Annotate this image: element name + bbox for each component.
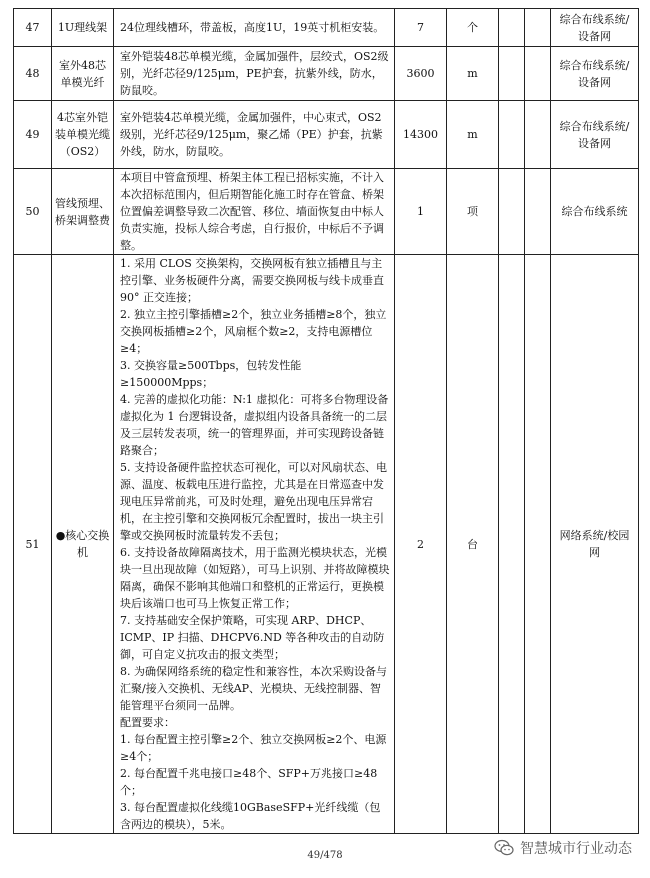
- item-category: 综合布线系统/设备网: [551, 47, 639, 101]
- item-category: 综合布线系统/设备网: [551, 101, 639, 169]
- row-number: 47: [14, 9, 52, 47]
- item-quantity: 2: [395, 255, 447, 834]
- item-unit: 个: [447, 9, 499, 47]
- item-unit: 项: [447, 169, 499, 255]
- item-description: [114, 169, 395, 255]
- item-category: 综合布线系统/设备网: [551, 9, 639, 47]
- item-name: 管线预埋、桥架调整费: [52, 169, 114, 255]
- watermark-text: 智慧城市行业动态: [520, 841, 632, 857]
- desc-paragraph: 6. 支持设备故障隔离技术，用于监测光模块状态，光模块一旦出现故障（如短路），可马上识别、并将故障模块隔离，确保不影响其他端口和整机的正常运行，更换模块后该端口也可马上恢复正常工作；: [120, 546, 390, 610]
- item-name: ●核心交换机: [52, 255, 114, 834]
- item-unit: m: [447, 101, 499, 169]
- equipment-spec-table: [13, 8, 639, 834]
- row-number: 51: [14, 255, 52, 834]
- desc-paragraph: 室外铠装48芯单模光缆，金属加强件，层绞式，OS2级别，光纤芯径9/125μm，PE护套，抗紫外线，防水，防鼠咬。: [120, 50, 389, 97]
- desc-paragraph: 7. 支持基础安全保护策略，可实现 ARP、DHCP、ICMP、IP 扫描、DHCPV6.ND 等各种攻击的自动防御，可自定义抗攻击的报文类型；: [120, 614, 385, 661]
- item-quantity: 7: [395, 9, 447, 47]
- item-unit: 台: [447, 255, 499, 834]
- table-row: [14, 255, 639, 834]
- empty-cell: [525, 47, 551, 101]
- row-number: 48: [14, 47, 52, 101]
- item-category: 综合布线系统: [551, 169, 639, 255]
- item-name: 1U理线架: [52, 9, 114, 47]
- empty-cell: [499, 47, 525, 101]
- table-row: [14, 9, 639, 47]
- desc-paragraph: 1. 每台配置主控引擎≥2个、独立交换网板≥2个、电源≥4个；: [120, 733, 387, 763]
- item-description: [114, 101, 395, 169]
- desc-paragraph: 室外铠装4芯单模光缆，金属加强件，中心束式，OS2级别，光纤芯径9/125μm，聚乙烯（PE）护套，抗紫外线，防水，防鼠咬。: [120, 111, 383, 158]
- item-unit: m: [447, 47, 499, 101]
- desc-paragraph: 3. 交换容量≥500Tbps，包转发性能≥150000Mpps；: [120, 359, 302, 389]
- item-name: 室外48芯单模光纤: [52, 47, 114, 101]
- table-row: [14, 101, 639, 169]
- item-quantity: 1: [395, 169, 447, 255]
- empty-cell: [499, 101, 525, 169]
- item-quantity: 14300: [395, 101, 447, 169]
- empty-cell: [499, 255, 525, 834]
- desc-paragraph: 8. 为确保网络系统的稳定性和兼容性，本次采购设备与汇聚/接入交换机、无线AP、光模块、无线控制器、智能管理平台须同一品牌。: [120, 665, 387, 712]
- item-name: 4芯室外铠装单模光缆（OS2）: [52, 101, 114, 169]
- item-description: [114, 9, 395, 47]
- empty-cell: [525, 9, 551, 47]
- desc-paragraph: 4. 完善的虚拟化功能：N:1 虚拟化：可将多台物理设备虚拟化为 1 台逻辑设备，虚拟组内设备具备统一的二层及三层转发表项，统一的管理界面，并可实现跨设备链路聚合；: [120, 393, 389, 457]
- item-quantity: 3600: [395, 47, 447, 101]
- empty-cell: [499, 9, 525, 47]
- desc-paragraph: 3. 每台配置虚拟化线缆10GBaseSFP+光纤线缆（包含两边的模块），5米。: [120, 801, 381, 831]
- desc-paragraph: 2. 独立主控引擎插槽≥2个，独立业务插槽≥8个，独立交换网板插槽≥2个，风扇框个数≥2，支持电源槽位≥4；: [120, 308, 387, 355]
- empty-cell: [525, 255, 551, 834]
- item-description: [114, 255, 395, 834]
- table-row: [14, 169, 639, 255]
- desc-paragraph: 本项目中管盒预埋、桥架主体工程已招标实施，不计入本次招标范围内，但后期智能化施工时存在管盒、桥架位置偏差调整导致二次配管、移位、墙面恢复由中标人负责实施，投标人综合考虑，自行报价，中标后不予调整。: [120, 171, 384, 252]
- row-number: 50: [14, 169, 52, 255]
- page-number: 49/478: [307, 850, 343, 861]
- empty-cell: [525, 169, 551, 255]
- desc-paragraph: 24位理线槽环，带盖板，高度1U，19英寸机柜安装。: [120, 21, 385, 34]
- desc-paragraph: 1. 采用 CLOS 交换架构，交换网板有独立插槽且与主控引擎、业务板硬件分离，需要交换网板与线卡成垂直 90° 正交连接；: [120, 257, 384, 304]
- empty-cell: [499, 169, 525, 255]
- item-category: 网络系统/校园网: [551, 255, 639, 834]
- table-row: [14, 47, 639, 101]
- item-description: [114, 47, 395, 101]
- empty-cell: [525, 101, 551, 169]
- desc-paragraph: 5. 支持设备硬件监控状态可视化，可以对风扇状态、电源、温度、板载电压进行监控，尤其是在日常巡查中发现电压异常前兆，可及时处理，避免出现电压异常宕机，在主控引擎和交换网板冗余配置时，拔出一块主引擎或交换网板时流量转发不丢包；: [120, 461, 387, 542]
- desc-paragraph: 2. 每台配置千兆电接口≥48个、SFP+万兆接口≥48个；: [120, 767, 378, 797]
- row-number: 49: [14, 101, 52, 169]
- desc-paragraph: 配置要求：: [120, 716, 175, 729]
